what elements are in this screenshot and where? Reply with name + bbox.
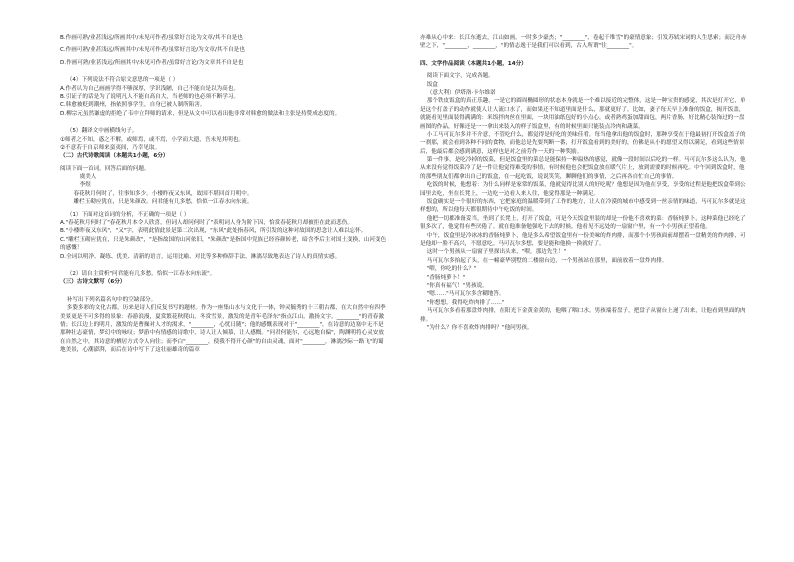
story-paragraph-3: 第一件事，是吃冷掉的饭菜，但是饭盒里的菜总是能保持一种温热的感觉，就像一段时间以后吃的一样。马可瓦尔多这么认为，他从来没有觉得饭菜冷了是一件让他觉得难受的事情，有时候他也会把饭盒放在暖气片上，放到需要的时候再吃。中午回到饭盒时，他的那些朋友们都拿出自己的饭盒，在一起吃饭，说说笑笑，聊聊他们的事情，之后再各自忙自己的事情。 bbox=[420, 157, 746, 180]
question-5-sentence-2: ②不意若于自京师来蛮夷间，乃幸见取。 bbox=[60, 144, 161, 151]
fill-continuation: 亦难从心中来：长江东逝去，江山如画，一时多少豪杰；"________"，卷起千堆雪"的豪情意象；引发苏轼宋词的人生思索；而泛舟赤壁之下，"________，________，"的情志逸于是我们可以看到，古人所谓"往________"。 bbox=[420, 35, 747, 50]
question-1-option-d: D.全词以明净、凝练、优美、清新的语言，运用比喻、对比等多种修辞手法，淋漓尽致地表达了诗人的真情实感。 bbox=[60, 253, 341, 260]
poem-title: 虞美人 bbox=[79, 174, 97, 181]
question-1-option-a: A."春花秋月何时了"春花秋月本令人欣喜，但词人却问何时了"表明词人身为阶下囚，恰赏春花秋月却被拒在此而悲伤。 bbox=[60, 220, 353, 227]
story-paragraph-2: 小工马可瓦尔多并不介意，不管吃什么，都觉得是好吃的美味佳肴，每当他拿出他的饭盒时，那种享受在于他最初打开饭盒盖子的一刹那，就会看到各种不同的食物，而他总是先要判断一番，打开饭盒看到的美好的，仿佛是从小的愿望又得以满足，看到这些情景后，他最后都会感到满意，这样也是对之前劳作一天的一种奖励。 bbox=[420, 131, 746, 155]
story-paragraph-1: 那个铁皮饭盒的真正乐趣，一是它的圆周椭圆形的状态本身就是一个难以接近的完整体，这是一种宝贵的感觉，其次是打开它，单是这个打盖子的动作就使人让人流口水了，而如果还不知道里面是什么，那就更好了。比如，妻子每天早上准备的饭盒，揭开饭盖，就能看见里面装得满满的：米饭拌肉丝在里面，一块用油纸包好的小点心，或者熟鸡蛋加甜面包，两片香肠，好比精心装饰过的一盘画图的作品，好像还是一一拿出来装入的样子饭盒里，有的时候里面只能装点冷肉和蔬菜。 bbox=[420, 98, 746, 130]
fill-body: 多姿多彩的文化古都，历来是诗人们反复书写的题材。作为一座集山水与文化于一体，钟灵毓秀的十三朝古都，在大自然中有四季美景更是不可多得的景象：春游浪漫，夏赏繁花秋爬山，冬赏雪景，激发的是青年毛泽东"指点江山，激扬文字，________"的青春激情；长江边上的明月，激发的是曹操对人才的渴求，"________，心忧日随"；他的感慨表现对于"________"，在诗意的边塞中无不是那种壮志豪情，梦幻中的咏叹；梦游中有情感的诗歌中，诗人让人倾慕，让人感慨。"问君何能尔，心远地自偏"，陶渊明将心灵安放在自然之中，其诗意的栖居方式令人向往；而李白"________，使我不得开心颜"的自由灵魂，面对"________，淋漓沙际一路飞"的蜀地美景，心潮澎湃，而后在诗中写下了这壮丽雄奇的篇章 bbox=[60, 305, 386, 354]
dialog-line: "你真有福气！"男孩说。 bbox=[426, 282, 488, 289]
story-paragraph-6: 他把一切都准备妥当，坐到了长凳上，打开了饭盒，可是今天饭盒里装的却是一份他不喜欢的菜：香肠炖萝卜，这种菜他已经吃了很多次了，他觉得有些厌倦了。就在他准备勉强吃下去的时候，他看见不远处的一扇窗户里，有一个小男孩正望着他。 bbox=[420, 215, 746, 231]
section-3-heading: （三）古诗文默写（6分） bbox=[60, 279, 126, 286]
question-1-option-b: B."小楼昨夜又东风"，"又"字，表明此情此景是第二次出现，"东风"此处指春风，所引发的这种对故国的思念让人难以忘怀。 bbox=[60, 228, 367, 235]
question-1-option-c: C."雕栏玉砌应犹在，只是朱颜改"，"是指故国的山河依旧，"朱颜改"是指国中党族已经容颜转老，暗含李后主对国土变换，山河变色的感慨！ bbox=[60, 236, 387, 252]
story-paragraph-4: 吃饭的时候，他想着：为什么同样是家常的饭菜，他就觉得比别人的好吃呢？他想是因为他在享受，享受的过程是他把饭盒带到公园里去吃，坐在长凳上，一边吃一边看人来人往，他觉得那是一种满足。 bbox=[420, 182, 746, 197]
fill-intro: 补写出下列名篇名句中的空缺部分。 bbox=[66, 296, 157, 303]
dialog-line: 这时一个男孩从一扇窗子里探出头来，"喂，那边先生！" bbox=[426, 249, 567, 256]
section-4-heading: 四、文学作品阅读（本题共1小题，14分） bbox=[420, 60, 527, 67]
story-title: 饭盒 bbox=[426, 81, 438, 88]
dialog-line: "为什么？你不喜欢炸肉排吗？"他问男孩。 bbox=[426, 324, 533, 331]
option-c: C.作画可熟/业甚浅远/所画其中/未见可作者/虽常好言论/为文章/其不自是也 bbox=[60, 47, 245, 54]
story-paragraph-7: 中午，饭盒里是冷冰冰的香肠炖萝卜，他是多么希望饭盒里有一份美味的炸肉排，而那个小男孩面前却摆着一盘精美的炸肉排，可是他却一脸不高兴，不愿意吃。马可瓦尔多想，要是能和他换一换就好了。 bbox=[420, 232, 746, 247]
dialog-line: "香肠炖萝卜！" bbox=[426, 274, 466, 281]
question-4-stem: （4）下列说法不符合原文意思的一项是（ ） bbox=[66, 77, 179, 84]
dialog-line: "喂，你吃的什么？" bbox=[426, 266, 477, 273]
dialog-line: 马可瓦尔多抬起了头，在一幢豪华别墅的二楼窗台边，一个男孩站在那里，面前放着一盘炸肉排。 bbox=[426, 257, 668, 264]
poem-line-1: 春花秋月何时了，往事知多少。小楼昨夜又东风，故国不堪回首月明中。 bbox=[73, 190, 253, 197]
question-4-option-a: A.作者认为自己画画学得不够深厚，学识浅陋，自己不能自是以为高也。 bbox=[60, 85, 239, 92]
poem-author: 李煜 bbox=[79, 182, 91, 189]
dialog-line: "你想想，我得吃炸肉排了……" bbox=[426, 299, 505, 306]
left-column bbox=[60, 34, 388, 355]
option-b: B.作画可熟/业甚浅远/所画其中/未见可作者/虽常好言论为文章/其不自是也 bbox=[60, 35, 243, 41]
dialog-line: 马可瓦尔多看着那盘炸肉排，在阳光下金黄金黄的，他咽了咽口水。男孩端着盘子，把盘子从窗台上递了出来，让他看到里面的肉排。 bbox=[420, 308, 746, 323]
story-author: （意大利）伊塔洛·卡尔维诺 bbox=[426, 89, 496, 96]
poem-line-2: 雕栏玉砌应犹在，只是朱颜改。问君能有几多愁，恰似一江春水向东流。 bbox=[73, 199, 253, 206]
dialog-line: "嗯……"马可瓦尔多含糊地答。 bbox=[426, 291, 505, 298]
story-paragraph-5: 饭盒确实是一个很好的东西，它把家庭的温暖带到了工作的地方，让人在冷漠的城市中感受到一丝亲情的味道，马可瓦尔多就是这样想的，所以他每天都很期待中午吃饭的时间。 bbox=[420, 199, 746, 214]
right-column bbox=[420, 34, 750, 332]
question-5-sentence-1: ①师者之不知，惑之不解，或师焉，或不焉，小学而大遗，吾未见其明也。 bbox=[60, 136, 245, 143]
reading-intro: 阅读下面文字，完成各题。 bbox=[426, 73, 494, 80]
question-1-stem: （1）下面对这首词的分析，不正确的一项是（ ） bbox=[66, 211, 190, 218]
question-4-option-d: D.柳宗元虽然谦虚的拒绝了韦中立拜师的请求，但是从文中可以看出他非常对韩愈的做法和主张是持赞成态度的。 bbox=[60, 110, 341, 117]
question-4-option-c: C.韩愈被贬到潮州，指依照事学生，自身已被人制所陷害。 bbox=[60, 102, 206, 109]
option-d: D.作画可熟/业甚浅远/所画其中/未见可作者/虽常好言论/为文章其不自是也 bbox=[60, 59, 244, 66]
question-5-stem: （5）翻译文中画横线句子。 bbox=[66, 128, 138, 135]
question-4-option-b: B.引证子的话是为了说明凡人不能自高自大，当老师的也必须不断学习。 bbox=[60, 93, 240, 100]
question-2-stem: （2）请自主赏析"问君能有几多愁，恰似一江春水向东流"。 bbox=[66, 270, 216, 277]
section-2-heading: （二）古代诗歌阅读（本题共1小题，6分） bbox=[60, 153, 169, 160]
poem-intro: 阅读下面一首词，回答后面的问题。 bbox=[60, 165, 150, 172]
